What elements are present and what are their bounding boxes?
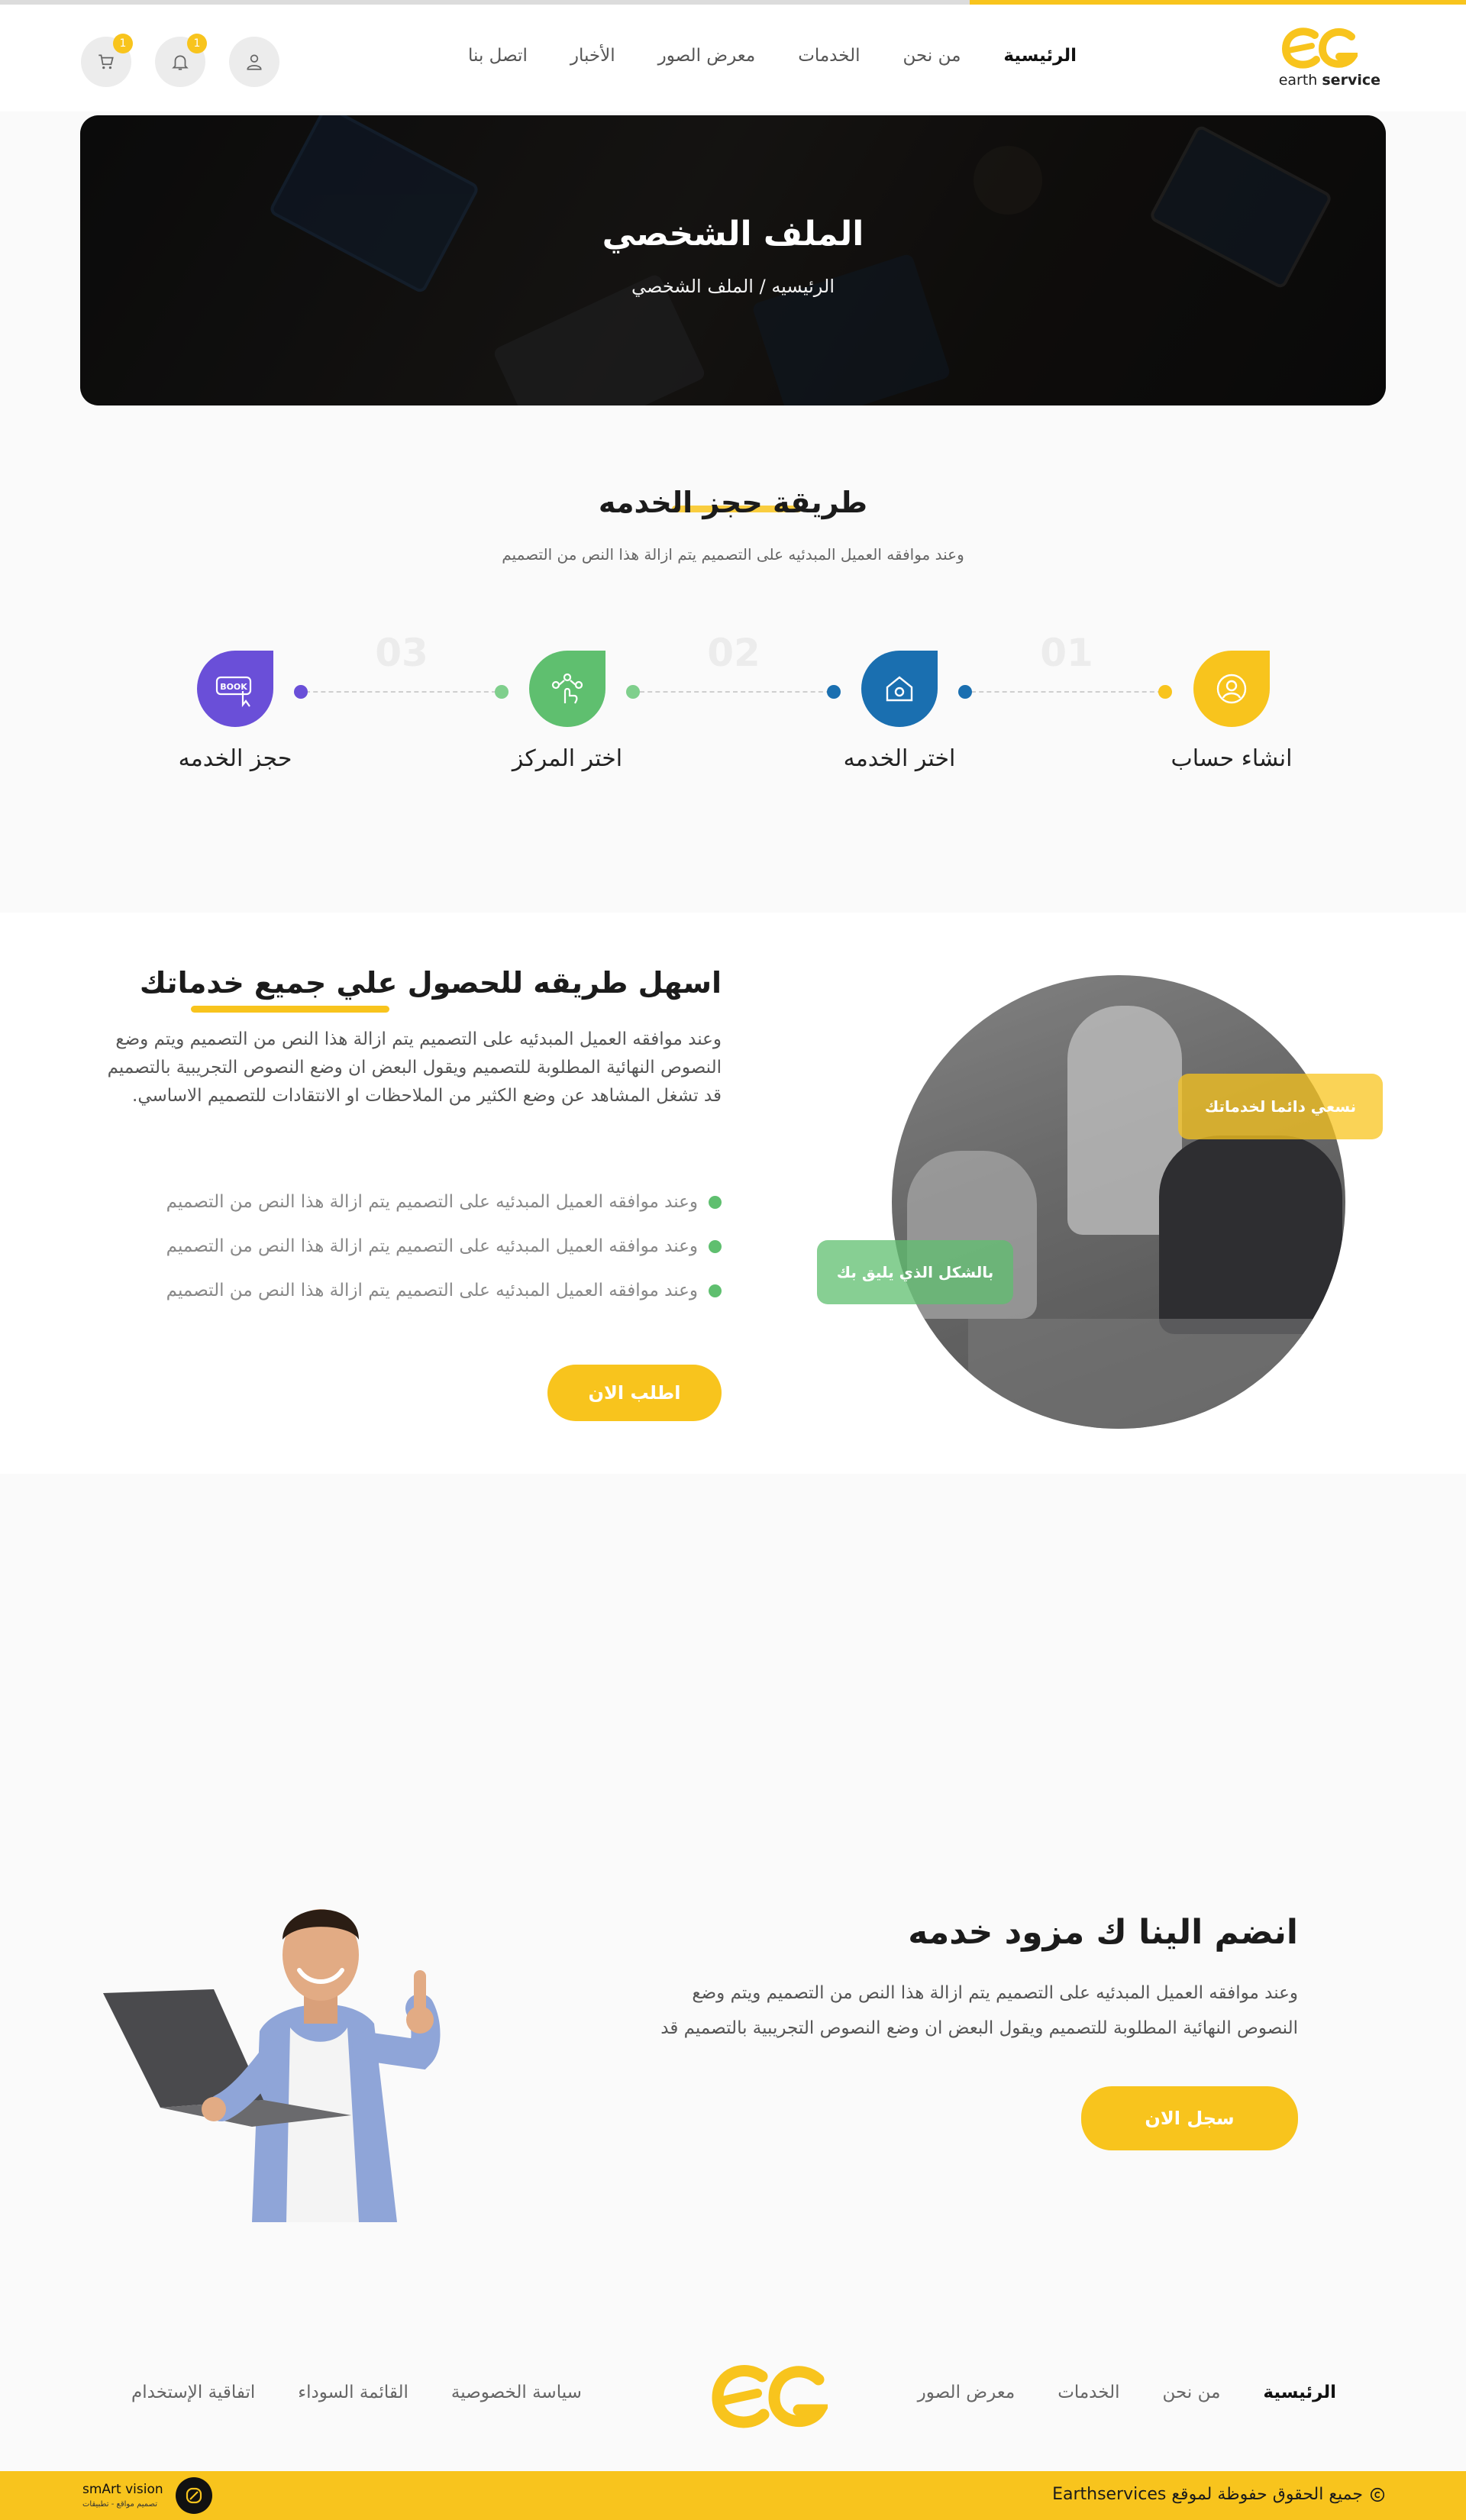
copyright xyxy=(1052,2485,1386,2504)
breadcrumb: الرئيسيه / الملف الشخصي xyxy=(631,276,835,297)
user-circle-icon xyxy=(1213,670,1250,707)
bullet-dot xyxy=(709,1196,722,1209)
step-dot xyxy=(294,685,308,699)
step-service-badge xyxy=(861,651,938,727)
hero-overlay xyxy=(80,115,1386,405)
footer-link-privacy[interactable]: سياسة الخصوصية xyxy=(450,2383,582,2402)
list-item xyxy=(95,1268,722,1313)
network-hand-icon xyxy=(548,670,586,708)
page-title: الملف الشخصي xyxy=(602,215,864,254)
header xyxy=(0,5,1466,111)
footer-link-about[interactable]: من نحن xyxy=(1162,2383,1221,2402)
leaf-mark-icon xyxy=(182,2484,205,2507)
register-now-button[interactable]: سجل الان xyxy=(1081,2086,1298,2150)
step-dot xyxy=(827,685,841,699)
footer-link-blacklist[interactable]: القائمة السوداء xyxy=(298,2383,408,2402)
cart-button[interactable] xyxy=(81,37,131,87)
cart-icon xyxy=(96,52,116,72)
footer-nav-left xyxy=(131,2383,582,2402)
about-list xyxy=(95,1180,722,1313)
notifications-badge: 1 xyxy=(187,34,207,53)
main-nav xyxy=(468,46,1077,66)
book-click-icon xyxy=(214,670,257,708)
list-item xyxy=(95,1180,722,1224)
list-item-text: وعند موافقه العميل المبدئيه على التصميم يتم ازالة هذا النص من التصميم xyxy=(166,1281,698,1300)
about-photo xyxy=(892,975,1345,1429)
nav-item-about[interactable]: من نحن xyxy=(903,46,961,66)
footer-link-terms[interactable]: اتفاقية الإستخدام xyxy=(131,2383,256,2402)
step-label-service: اختر الخدمه xyxy=(843,745,956,772)
step-connector xyxy=(971,691,1162,693)
tag-always-serving: نسعي دائما لخدماتك xyxy=(1178,1074,1383,1139)
list-item-text: وعند موافقه العميل المبدئيه على التصميم يتم ازالة هذا النص من التصميم xyxy=(166,1236,698,1256)
credit-name: smArt vision xyxy=(82,2482,163,2497)
about-section xyxy=(0,913,1466,1474)
copyright-icon xyxy=(1369,2486,1386,2503)
order-now-button[interactable]: اطلب الان xyxy=(547,1365,722,1421)
nav-item-gallery[interactable]: معرض الصور xyxy=(657,46,756,66)
notifications-button[interactable] xyxy=(155,37,205,87)
footer-logo-mark-icon xyxy=(710,2363,828,2433)
man-with-laptop-image xyxy=(99,1856,557,2222)
step-account-badge xyxy=(1193,651,1270,727)
footer-link-gallery[interactable]: معرض الصور xyxy=(917,2383,1016,2402)
cart-badge: 1 xyxy=(113,34,133,53)
step-number: 03 xyxy=(375,631,428,675)
bottom-bar xyxy=(0,2471,1466,2520)
copyright-text: جميع الحقوق حفوظة لموقع Earthservices xyxy=(1052,2485,1363,2504)
bullet-dot xyxy=(709,1240,722,1253)
step-connector xyxy=(640,691,831,693)
step-center-badge xyxy=(529,651,605,727)
provider-illustration xyxy=(99,1856,557,2222)
footer-nav-right xyxy=(918,2383,1336,2402)
step-label-book: حجز الخدمه xyxy=(178,745,292,772)
step-number: 01 xyxy=(1040,631,1093,675)
nav-item-home[interactable]: الرئيسية xyxy=(1003,46,1077,66)
credit-subtitle: تصميم مواقع - تطبيقات xyxy=(82,2500,157,2509)
about-paragraph: وعند موافقه العميل المبدئيه على التصميم يتم ازالة هذا النص من التصميم ويتم وضع النصوص النهائية المطلوبة للتصميم ويقول البعض ان وضع النصوص التجريبية بالتصميم قد تشغل المشاهد عن وضع الكثير من الملاحظات او الانتقادات للتصميم الاساسي. xyxy=(107,1029,722,1106)
credit-logo-icon xyxy=(176,2477,212,2514)
tag-suits-you: بالشكل الذي يليق بك xyxy=(817,1240,1013,1304)
nav-item-contact[interactable]: اتصل بنا xyxy=(468,46,528,66)
footer-logo[interactable] xyxy=(710,2363,828,2433)
list-item-text: وعند موافقه العميل المبدئيه على التصميم يتم ازالة هذا النص من التصميم xyxy=(166,1192,698,1212)
photo-tint xyxy=(892,975,1345,1429)
step-dot xyxy=(958,685,972,699)
user-icon xyxy=(244,52,264,72)
bullet-dot xyxy=(709,1284,722,1297)
step-label-center: اختر المركز xyxy=(512,745,623,772)
account-button[interactable] xyxy=(229,37,279,87)
footer-link-home[interactable]: الرئيسية xyxy=(1263,2383,1336,2402)
steps-title: طريقة حجز الخدمه xyxy=(598,486,868,519)
step-number: 02 xyxy=(707,631,760,675)
developer-credit[interactable] xyxy=(82,2477,212,2514)
step-dot xyxy=(495,685,509,699)
about-title-underline xyxy=(191,1006,389,1013)
step-dot xyxy=(626,685,640,699)
nav-item-services[interactable]: الخدمات xyxy=(798,46,861,66)
step-label-account: انشاء حساب xyxy=(1171,745,1293,772)
steps-subtitle: وعند موافقه العميل المبدئيه على التصميم يتم ازالة هذا النص من التصميم xyxy=(502,545,964,564)
nav-item-news[interactable]: الأخبار xyxy=(570,46,615,66)
logo-text-light: earth xyxy=(1278,72,1322,89)
brand-logo[interactable] xyxy=(1266,26,1380,99)
logo-text xyxy=(1266,72,1380,89)
step-book-badge xyxy=(197,651,273,727)
join-paragraph: وعند موافقه العميل المبدئيه على التصميم يتم ازالة هذا النص من التصميم ويتم وضع النصوص النهائية المطلوبة للتصميم ويقول البعض ان وضع النصوص التجريبية بالتصميم قد xyxy=(660,1983,1298,2038)
step-dot xyxy=(1158,685,1172,699)
step-connector xyxy=(305,691,496,693)
logo-text-bold: service xyxy=(1322,72,1380,89)
about-title: اسهل طريقه للحصول علي جميع خدماتك xyxy=(139,966,722,1000)
book-icon-text: BOOK xyxy=(220,682,247,692)
footer-link-services[interactable]: الخدمات xyxy=(1058,2383,1120,2402)
bell-icon xyxy=(170,52,190,72)
join-title: انضم الينا ك مزود خدمه xyxy=(908,1913,1298,1952)
hero-banner xyxy=(80,115,1386,405)
service-house-icon xyxy=(881,670,918,707)
list-item xyxy=(95,1224,722,1268)
logo-mark-icon xyxy=(1281,26,1358,72)
